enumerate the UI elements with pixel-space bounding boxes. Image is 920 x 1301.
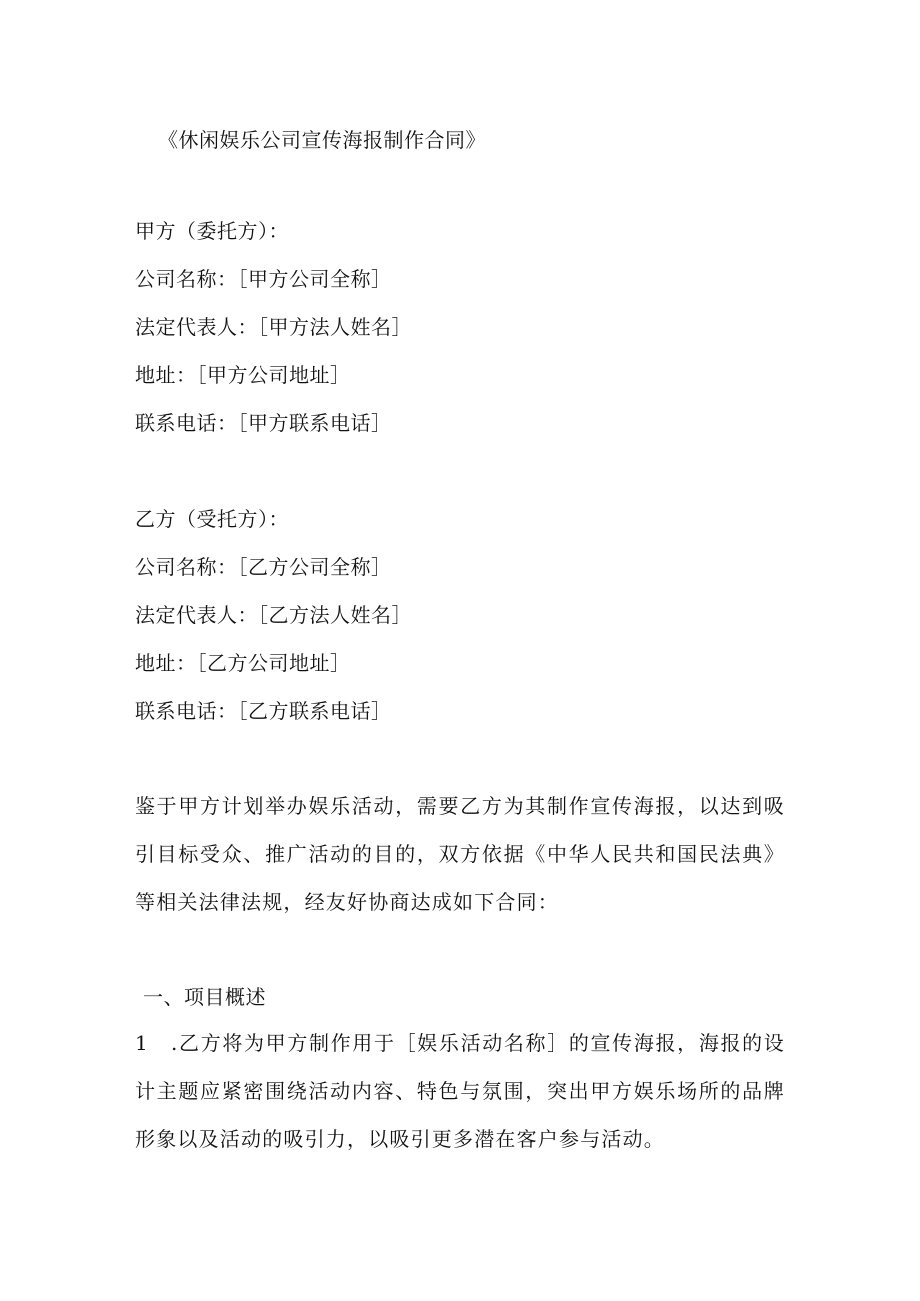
- party-b-representative: 法定代表人：［乙方法人姓名］: [135, 603, 412, 627]
- document-title: 《休闲娱乐公司宣传海报制作合同》: [158, 128, 486, 152]
- party-b-company: 公司名称：［乙方公司全称］: [135, 555, 392, 579]
- party-b-address: 地址：［乙方公司地址］: [135, 651, 351, 675]
- party-b-phone: 联系电话：［乙方联系电话］: [135, 699, 392, 723]
- party-a-heading: 甲方（委托方）：: [135, 219, 289, 243]
- party-a-phone: 联系电话：［甲方联系电话］: [135, 411, 392, 435]
- party-b-heading: 乙方（受托方）：: [135, 507, 289, 531]
- party-a-address: 地址：［甲方公司地址］: [135, 363, 351, 387]
- preamble-paragraph: 鉴于甲方计划举办娱乐活动，需要乙方为其制作宣传海报，以达到吸引目标受众、推广活动的目的，双方依据《中华人民共和国民法典》等相关法律法规，经友好协商达成如下合同：: [135, 794, 785, 914]
- party-a-company: 公司名称：［甲方公司全称］: [135, 267, 392, 291]
- party-a-representative: 法定代表人：［甲方法人姓名］: [135, 315, 412, 339]
- section-1-heading: 一、项目概述: [143, 985, 266, 1009]
- section-1-clause-1: 1 .乙方将为甲方制作用于［娱乐活动名称］的宣传海报，海报的设计主题应紧密围绕活动内容、特色与氛围，突出甲方娱乐场所的品牌形象以及活动的吸引力，以吸引更多潜在客户参与活动。: [135, 1031, 785, 1151]
